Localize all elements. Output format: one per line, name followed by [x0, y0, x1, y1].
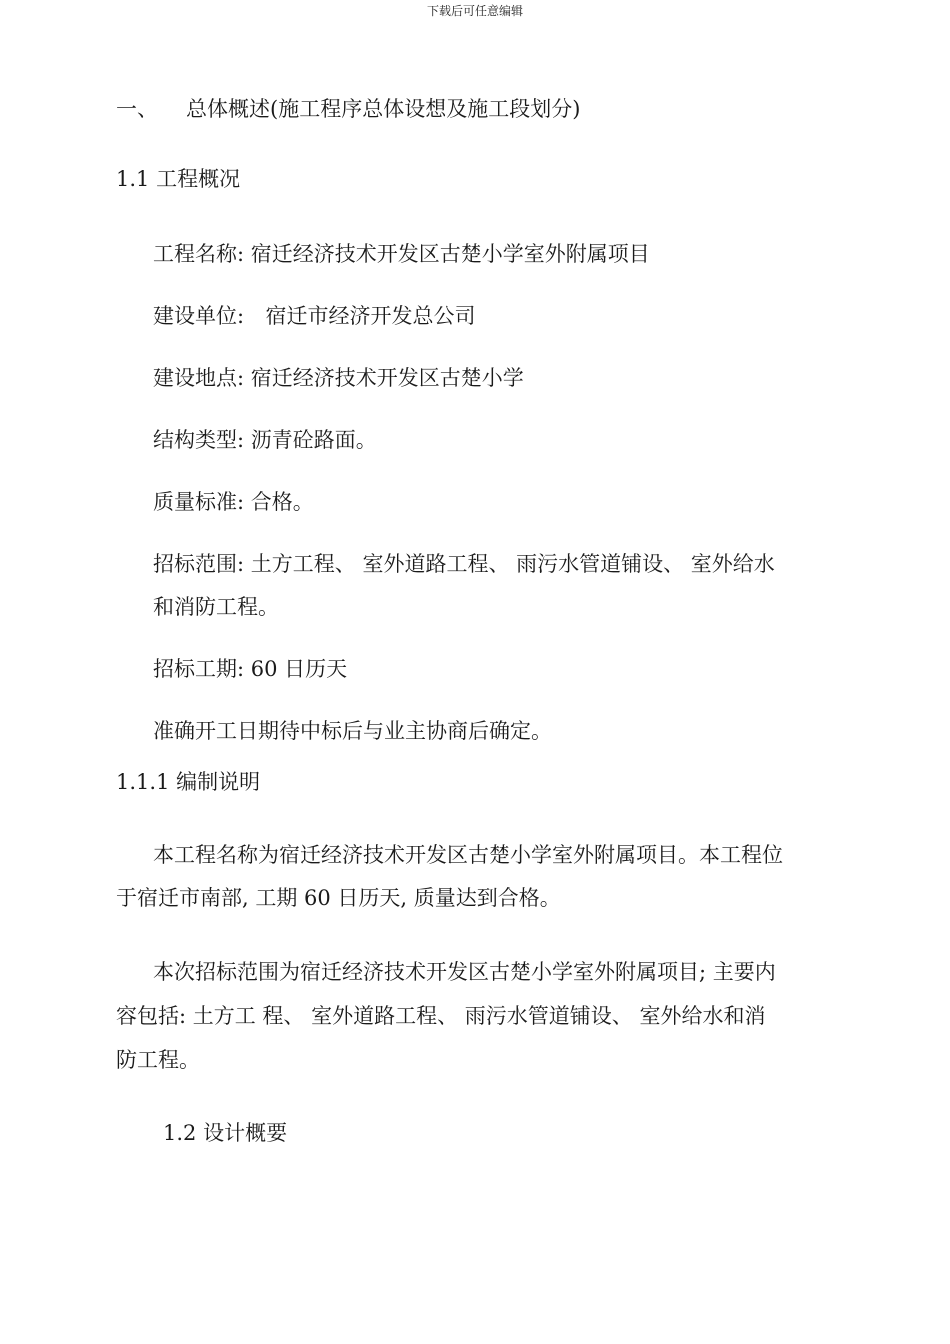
field-value: 合格。 [250, 490, 314, 514]
page-header: 下载后可任意编辑 [426, 4, 523, 18]
field-label: 工程名称: [153, 242, 245, 266]
field-value: 宿迁市经济开发总公司 [265, 304, 476, 328]
heading-1-title: 总体概述(施工程序总体设想及施工段划分) [186, 97, 581, 121]
section-1-2-title: 1.2 设计概要 [163, 1121, 288, 1145]
field-label: 结构类型: [153, 428, 245, 452]
field-project-name [153, 244, 650, 265]
heading-1-number: 一、 [116, 97, 158, 121]
paragraph-2-line-3: 防工程。 [116, 1048, 200, 1072]
field-label: 质量标准: [153, 490, 245, 514]
paragraph-1-line-2: 于宿迁市南部, 工期 60 日历天, 质量达到合格。 [116, 886, 561, 910]
paragraph-2-line-1: 本次招标范围为宿迁经济技术开发区古楚小学室外附属项目; 主要内 [153, 960, 776, 984]
section-1-1-title: 1.1 工程概况 [116, 167, 241, 191]
field-label: 招标工期: [153, 657, 245, 681]
start-date-note: 准确开工日期待中标后与业主协商后确定。 [153, 719, 552, 743]
field-value: 土方工程、 室外道路工程、 雨污水管道铺设、 室外给水 [250, 552, 775, 576]
field-value: 宿迁经济技术开发区古楚小学 [250, 366, 524, 390]
field-value: 60 日历天 [250, 657, 348, 681]
paragraph-1-line-1: 本工程名称为宿迁经济技术开发区古楚小学室外附属项目。本工程位 [153, 843, 783, 867]
field-quality-standard [153, 492, 314, 513]
field-label: 招标范围: [153, 552, 245, 576]
field-value: 沥青砼路面。 [250, 428, 377, 452]
section-1-1-1-title: 1.1.1 编制说明 [116, 770, 261, 794]
field-value: 宿迁经济技术开发区古楚小学室外附属项目 [250, 242, 650, 266]
field-bid-duration [153, 659, 347, 680]
field-structure-type [153, 430, 377, 451]
field-label: 建设地点: [153, 366, 245, 390]
field-developer [153, 306, 475, 327]
field-location [153, 368, 524, 389]
field-bid-scope-continued: 和消防工程。 [153, 595, 279, 619]
paragraph-2-line-2: 容包括: 土方工 程、 室外道路工程、 雨污水管道铺设、 室外给水和消 [116, 1004, 766, 1028]
heading-1 [116, 99, 580, 120]
field-label: 建设单位: [153, 304, 245, 328]
field-bid-scope [153, 554, 775, 575]
